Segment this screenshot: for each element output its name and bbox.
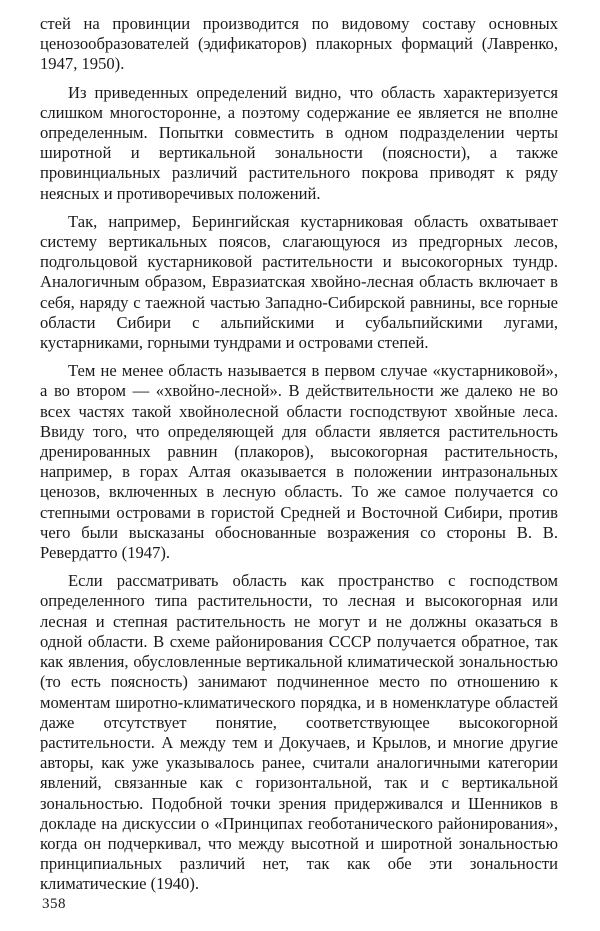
paragraph-4: Тем не менее область называется в первом случае «кустарниковой», а во втором — «хвойно-лесной». В действительности же далеко не во всех частях такой хвойнолесной области господствуют хвойные леса. Ввиду того, что определяющей для области является растительность дренированных равнин (плакоров), высокогорная растительность, например, в горах Алтая оказывается в положении интразональных ценозов, включенных в лесную область. То же самое получается со степными островами в гористой Средней и Восточной Сибири, против чего были высказаны обоснованные возражения со стороны В. В. Ревердатто (1947). [40, 361, 558, 563]
paragraph-3: Так, например, Берингийская кустарниковая область охватывает систему вертикальных поясов, слагающуюся из предгорных лесов, подгольцовой кустарниковой растительности и высокогорных тундр. Аналогичным образом, Евразиатская хвойно-лесная область включает в себя, наряду с таежной частью Западно-Сибирской равнины, все горные области Сибири с альпийскими и субальпийскими лугами, кустарниками, горными тундрами и островами степей. [40, 211, 558, 353]
paragraph-1: стей на провинции производится по видовому составу основных ценозообразователей (эдификаторов) плакорных формаций (Лавренко, 1947, 1950). [40, 14, 558, 74]
page-number: 358 [42, 896, 66, 912]
paragraph-5: Если рассматривать область как пространство с господством определенного типа растительности, то лесная и высокогорная или лесная и степная растительность не могут и не должны оказаться в одной области. В схеме районирования СССР получается обратное, так как явления, обусловленные вертикальной климатической зональностью (то есть поясность) занимают подчиненное место по отношению к моментам широтно-климатического порядка, и в номенклатуре областей даже отсутствует понятие, соответствующее высокогорной растительности. А между тем и Докучаев, и Крылов, и многие другие авторы, как уже указывалось ранее, считали аналогичными категории явлений, связанные как с горизонтальной, так и с вертикальной зональностью. Подобной точки зрения придерживался и Шенников в докладе на дискуссии о «Принципах геоботанического районирования», когда он подчеркивал, что между высотной и широтной зональностью принципиальных различий нет, так как обе эти зональности климатические (1940). [40, 571, 558, 894]
paragraph-2: Из приведенных определений видно, что область характеризуется слишком многосторонне, а поэтому содержание ее является не вполне определенным. Попытки совместить в одном подразделении черты широтной и вертикальной зональности (поясности), а также провинциальных различий растительного покрова приводят к ряду неясных и противоречивых положений. [40, 82, 558, 203]
